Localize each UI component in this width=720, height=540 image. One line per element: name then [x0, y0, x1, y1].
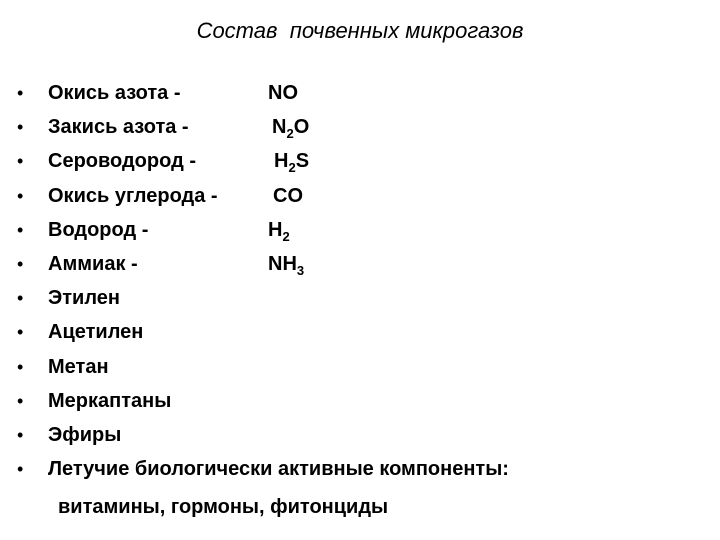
- bullet-icon: •: [17, 322, 24, 343]
- gas-name: Окись углерода -: [48, 184, 218, 207]
- gas-name: Этилен: [48, 287, 120, 310]
- gas-name: Закись азота -: [48, 116, 189, 139]
- gas-formula: CO: [273, 184, 303, 207]
- gas-name: Ацетилен: [48, 321, 144, 344]
- bullet-icon: •: [17, 424, 24, 445]
- bullet-icon: •: [17, 390, 24, 411]
- gas-name: Метан: [48, 355, 109, 378]
- bullet-icon: •: [17, 185, 24, 206]
- gas-name: Меркаптаны: [48, 389, 172, 412]
- bullet-icon: •: [17, 117, 24, 138]
- gas-formula: $NH_3$: [268, 252, 305, 278]
- bullet-icon: •: [17, 459, 24, 480]
- list-continuation: витамины, гормоны, фитонциды: [58, 496, 389, 518]
- gas-formula: $H_2S$: [274, 150, 310, 176]
- gas-name: Окись азота -: [48, 82, 181, 104]
- gas-name: Водород -: [48, 218, 149, 241]
- gas-name: Летучие биологически активные компоненты:: [48, 458, 509, 481]
- bullet-icon: •: [17, 356, 24, 377]
- gas-name: Сероводород -: [48, 150, 196, 173]
- gas-name: Эфиры: [48, 423, 122, 446]
- bullet-icon: •: [17, 83, 24, 103]
- bullet-icon: •: [17, 151, 24, 172]
- slide-title: Состав почвенных микрогазов: [196, 18, 524, 43]
- gas-formula: $N_2O$: [272, 116, 310, 142]
- gas-name: Аммиак -: [48, 252, 138, 275]
- gas-formula: $H_2$: [268, 218, 290, 244]
- gas-formula: NO: [268, 82, 298, 104]
- bullet-icon: •: [17, 253, 24, 274]
- bullet-icon: •: [17, 219, 24, 240]
- bullet-icon: •: [17, 288, 24, 309]
